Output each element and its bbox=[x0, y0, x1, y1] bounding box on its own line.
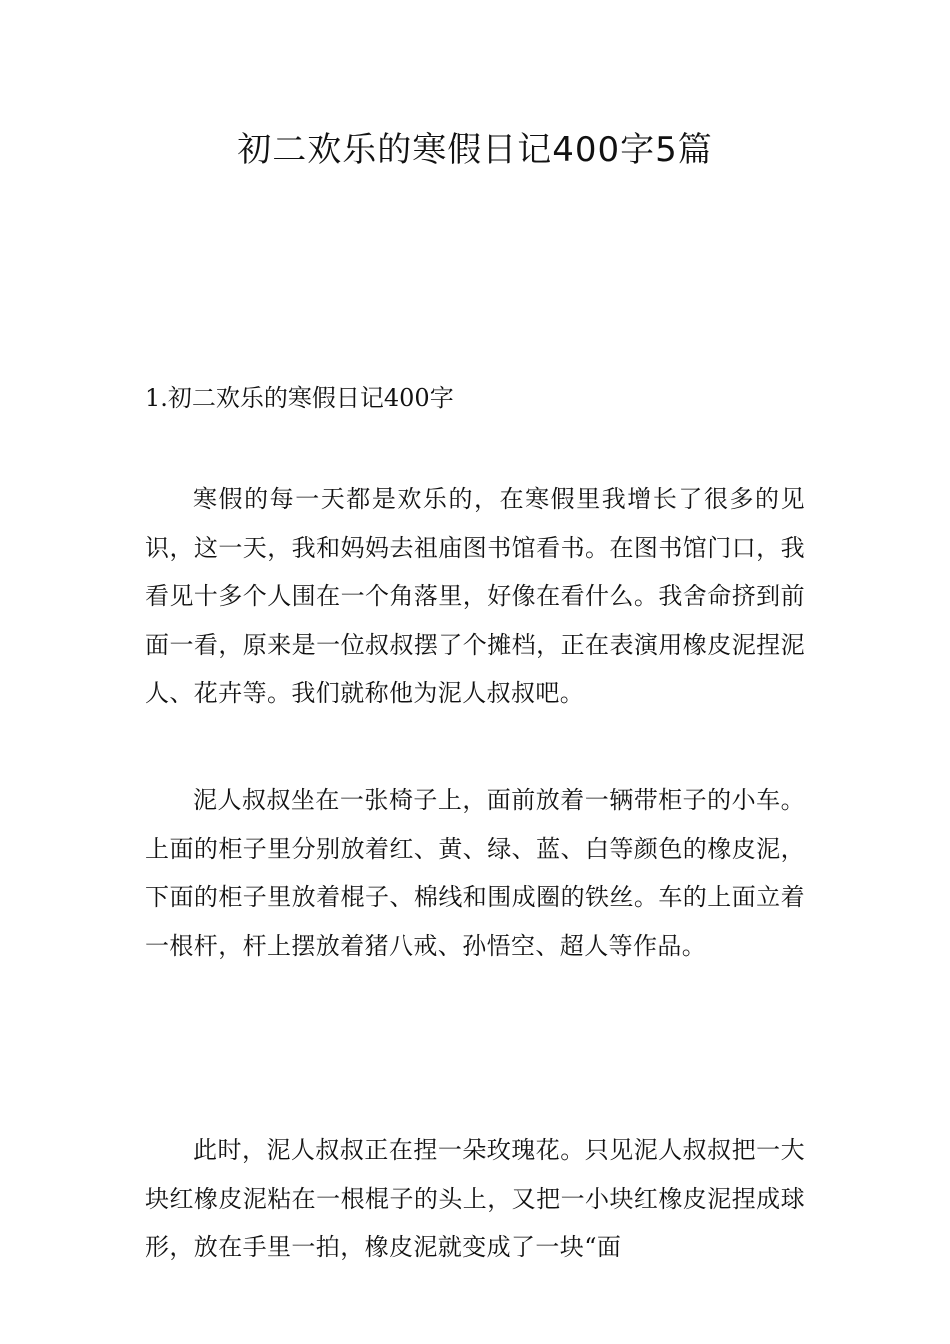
section-heading: 1.初二欢乐的寒假日记400字 bbox=[145, 384, 454, 412]
paragraph: 泥人叔叔坐在一张椅子上，面前放着一辆带柜子的小车。上面的柜子里分别放着红、黄、绿、蓝、白等颜色的橡皮泥，下面的柜子里放着棍子、棉线和围成圈的铁丝。车的上面立着一根杆，杆上摆放着猪八戒、孙悟空、超人等作品。 bbox=[145, 786, 805, 960]
document-title: 初二欢乐的寒假日记400字5篇 bbox=[237, 130, 713, 170]
paragraph: 此时，泥人叔叔正在捏一朵玫瑰花。只见泥人叔叔把一大块红橡皮泥粘在一根棍子的头上，又把一小块红橡皮泥捏成球形，放在手里一拍，橡皮泥就变成了一块“面 bbox=[145, 1136, 805, 1261]
paragraph: 寒假的每一天都是欢乐的，在寒假里我增长了很多的见识，这一天，我和妈妈去祖庙图书馆看书。在图书馆门口，我看见十多个人围在一个角落里，好像在看什么。我舍命挤到前面一看，原来是一位叔叔摆了个摊档，正在表演用橡皮泥捏泥人、花卉等。我们就称他为泥人叔叔吧。 bbox=[145, 485, 805, 707]
